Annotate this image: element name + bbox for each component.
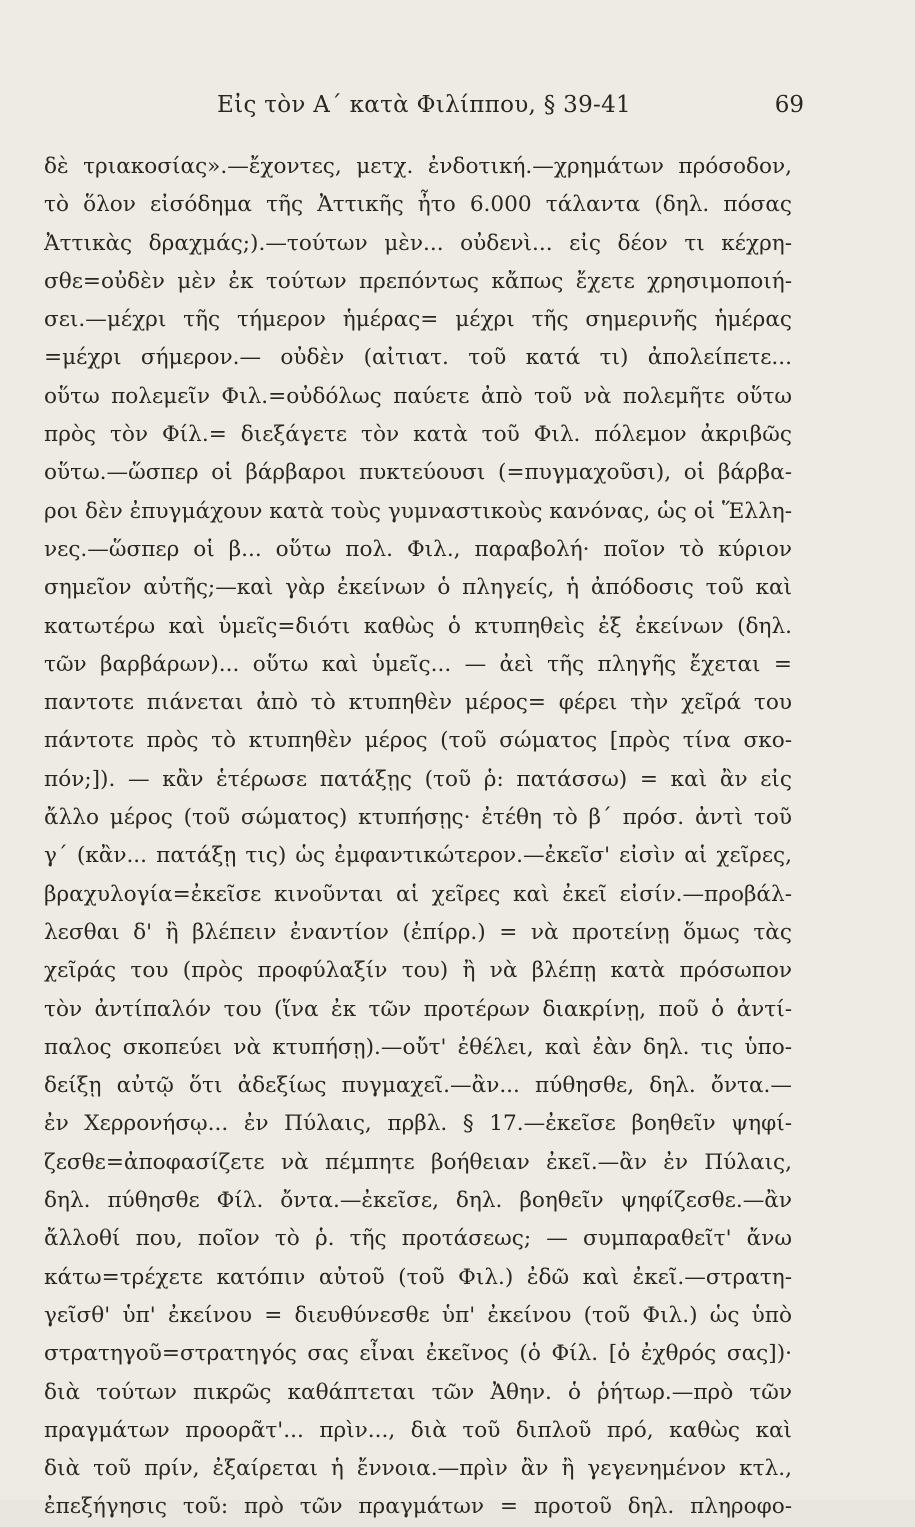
- text-line: ἐπεξήγησις τοῦ: πρὸ τῶν πραγμάτων = προτοῦ δηλ. πληροφο-: [44, 1494, 792, 1520]
- text-line: γεῖσθ' ὑπ' ἐκείνου = διευθύνεσθε ὑπ' ἐκείνου (τοῦ Φιλ.) ὡς ὑπὸ: [44, 1302, 792, 1328]
- text-line: ἄλλο μέρος (τοῦ σώματος) κτυπήσῃς· ἐτέθη τὸ β΄ πρόσ. ἀντὶ τοῦ: [44, 805, 792, 831]
- text-line: Ἀττικὰς δραχμάς;).—τούτων μὲν... οὐδενὶ... εἰς δέον τι κέχρη-: [44, 230, 792, 256]
- text-line: σει.—μέχρι τῆς τήμερον ἡμέρας= μέχρι τῆς σημερινῆς ἡμέρας: [44, 307, 792, 333]
- text-line: δηλ. πύθησθε Φίλ. ὄντα.—ἐκεῖσε, δηλ. βοηθεῖν ψηφίζεσθε.—ἂν: [44, 1188, 792, 1214]
- text-line: διὰ τοῦ πρίν, ἐξαίρεται ἡ ἔννοια.—πρὶν ἂν ἢ γεγενημένον κτλ.,: [44, 1456, 792, 1482]
- text-line: δείξῃ αὐτῷ ὅτι ἀδεξίως πυγμαχεῖ.—ἂν... πύθησθε, δηλ. ὄντα.—: [44, 1073, 792, 1099]
- text-line: ἐν Χερρονήσῳ... ἐν Πύλαις, πρβλ. § 17.—ἐκεῖσε βοηθεῖν ψηφί-: [44, 1111, 792, 1137]
- text-line: λεσθαι δ' ἢ βλέπειν ἐναντίον (ἐπίρρ.) = νὰ προτείνῃ ὅμως τὰς: [44, 919, 792, 945]
- text-line: τὸν ἀντίπαλόν του (ἵνα ἐκ τῶν προτέρων διακρίνῃ, ποῦ ὁ ἀντί-: [44, 996, 792, 1022]
- text-line: νες.—ὥσπερ οἱ β... οὕτω πολ. Φιλ., παραβολή· ποῖον τὸ κύριον: [44, 536, 792, 562]
- text-line: τὸ ὅλον εἰσόδημα τῆς Ἀττικῆς ἦτο 6.000 τάλαντα (δηλ. πόσας: [44, 192, 792, 218]
- text-line: ἄλλοθί που, ποῖον τὸ ῥ. τῆς προτάσεως; — συμπαραθεῖτ' ἄνω: [44, 1226, 792, 1252]
- text-line: πάντοτε πρὸς τὸ κτυπηθὲν μέρος (τοῦ σώματος [πρὸς τίνα σκο-: [44, 728, 792, 754]
- text-line: ροι δὲν ἐπυγμάχουν κατὰ τοὺς γυμναστικοὺς κανόνας, ὡς οἱ Ἕλλη-: [44, 498, 792, 524]
- text-line: πρὸς τὸν Φίλ.= διεξάγετε τὸν κατὰ τοῦ Φιλ. πόλεμον ἀκριβῶς: [44, 422, 792, 448]
- text-line: κατωτέρω καὶ ὑμεῖς=διότι καθὼς ὁ κτυπηθεὶς ἐξ ἐκείνων (δηλ.: [44, 613, 792, 639]
- text-line: οὕτω πολεμεῖν Φιλ.=οὐδόλως παύετε ἀπὸ τοῦ νὰ πολεμῆτε οὕτω: [44, 383, 792, 409]
- text-line: πραγμάτων προορᾶτ'... πρὶν..., διὰ τοῦ διπλοῦ πρό, καθὼς καὶ: [44, 1417, 792, 1443]
- text-line: οὕτω.—ὥσπερ οἱ βάρβαροι πυκτεύουσι (=πυγμαχοῦσι), οἱ βάρβα-: [44, 460, 792, 486]
- text-line: δὲ τριακοσίας».—ἔχοντες, μετχ. ἐνδοτική.—χρημάτων πρόσοδον,: [44, 154, 792, 179]
- text-line: παντοτε πιάνεται ἀπὸ τὸ κτυπηθὲν μέρος= φέρει τὴν χεῖρά του: [44, 690, 792, 716]
- text-line: βραχυλογία=ἐκεῖσε κινοῦνται αἱ χεῖρες καὶ ἐκεῖ εἰσίν.—προβάλ-: [44, 881, 792, 907]
- text-line: χεῖράς του (πρὸς προφύλαξίν του) ἢ νὰ βλέπῃ κατὰ πρόσωπον: [44, 958, 792, 984]
- commentary-text: [44, 148, 792, 1527]
- text-line: =μέχρι σήμερον.— οὐδὲν (αἰτιατ. τοῦ κατά τι) ἀπολείπετε...: [44, 345, 792, 371]
- text-line: παλος σκοπεύει νὰ κτυπήσῃ).—οὔτ' ἐθέλει, καὶ ἐὰν δηλ. τις ὑπο-: [44, 1034, 792, 1060]
- text-line: γ΄ (κἂν... πατάξῃ τις) ὡς ἐμφαντικώτερον.—ἐκεῖσ' εἰσὶν αἱ χεῖρες,: [44, 843, 792, 869]
- text-line: στρατηγοῦ=στρατηγός σας εἶναι ἐκεῖνος (ὁ Φίλ. [ὁ ἐχθρός σας])·: [44, 1341, 792, 1367]
- text-line: σθε=οὐδὲν μὲν ἐκ τούτων πρεπόντως κἄπως ἔχετε χρησιμοποιή-: [44, 268, 792, 294]
- text-line: διὰ τούτων πικρῶς καθάπτεται τῶν Ἀθην. ὁ ῥήτωρ.—πρὸ τῶν: [44, 1379, 792, 1405]
- text-line: κάτω=τρέχετε κατόπιν αὐτοῦ (τοῦ Φιλ.) ἐδῶ καὶ ἐκεῖ.—στρατη-: [44, 1264, 792, 1290]
- text-line: πόν;]). — κἂν ἑτέρωσε πατάξῃς (τοῦ ῥ: πατάσσω) = καὶ ἂν εἰς: [44, 766, 792, 792]
- page-number: 69: [774, 92, 804, 118]
- text-line: σημεῖον αὐτῆς;—καὶ γὰρ ἐκείνων ὁ πληγείς, ἡ ἀπόδοσις τοῦ καὶ: [44, 575, 792, 601]
- text-line: τῶν βαρβάρων)... οὕτω καὶ ὑμεῖς... — ἀεὶ τῆς πληγῆς ἔχεται =: [44, 651, 792, 677]
- header-title: Εἰς τὸν Α΄ κατὰ Φιλίππου, § 39-41: [217, 92, 631, 118]
- text-line: ζεσθε=ἀποφασίζετε νὰ πέμπητε βοήθειαν ἐκεῖ.—ἂν ἐν Πύλαις,: [44, 1149, 792, 1175]
- running-header: [48, 92, 804, 126]
